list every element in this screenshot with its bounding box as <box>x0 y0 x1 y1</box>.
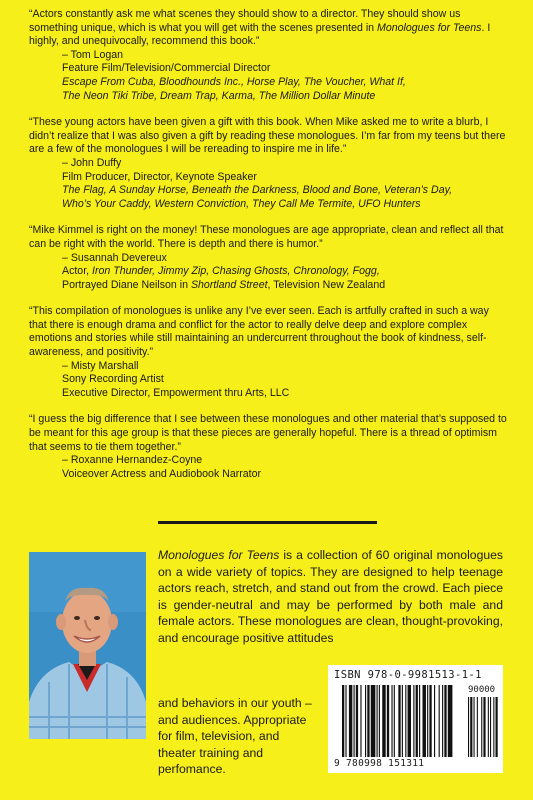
attribution-role: Executive Director, Empowerment thru Arts, LLC <box>62 386 290 399</box>
quote-text: “This compilation of monologues is unlike any I’ve ever seen. Each is artfully crafted in such a way that there is enough drama and conflict for the actor to really delve deep and explore complex emotions and stories while still maintaining an undercurrent throughout the book of kindness, self-awareness, and positivity.” <box>29 305 489 359</box>
ean-number: 9 780998 151311 <box>334 758 425 769</box>
attribution-credits: The Flag, A Sunday Horse, Beneath the Darkness, Blood and Bone, Veteran’s Day, <box>62 184 453 197</box>
attribution-name: – John Duffy <box>62 156 122 169</box>
attribution-role: Sony Recording Artist <box>62 373 164 386</box>
book-title: Monologues for Teens <box>158 548 280 562</box>
quote-text: “I guess the big difference that I see between these monologues and other material that’s supposed to be meant for this age group is that these pieces are generally hopeful. There is a thread of optimism that seems to tie them together.” <box>29 413 507 453</box>
price-code: 90000 <box>468 685 496 695</box>
attribution <box>29 49 509 103</box>
testimonial-john-duffy <box>29 116 509 211</box>
attribution-role: Film Producer, Director, Keynote Speaker <box>62 170 257 183</box>
attribution <box>29 454 509 481</box>
attribution-name: – Roxanne Hernandez-Coyne <box>62 454 203 467</box>
testimonial-roxanne-hernandez-coyne <box>29 413 509 481</box>
quote-text <box>29 8 509 49</box>
attribution-role: Actor, Iron Thunder, Jimmy Zip, Chasing Ghosts, Chronology, Fogg, <box>62 265 380 278</box>
quote-text: “Mike Kimmel is right on the money! These monologues are age appropriate, clean and reflect all that can be right with the world. There is depth and there is humor.” <box>29 224 504 250</box>
isbn-number: ISBN 978-0-9981513-1-1 <box>334 669 482 681</box>
attribution-name: – Susannah Devereux <box>62 251 167 264</box>
quote-text: “These young actors have been given a gift with this book. When Mike asked me to write a blurb, I didn’t realize that I was also given a gift by reading these monologues. I’m far from my teens but there are a few of the monologues I will be rereading to inspire me in life.” <box>29 116 506 156</box>
section-divider <box>158 521 377 524</box>
testimonials <box>29 8 509 494</box>
quote-text-part: “Actors constantly ask me what scenes they should show to a director. They should show us something unique, which is what you will get with the scenes presented in <box>29 8 461 34</box>
attribution-name: – Tom Logan <box>62 48 124 61</box>
author-photo-illustration <box>29 552 146 739</box>
isbn-barcode <box>328 665 503 773</box>
author-photo <box>29 552 146 739</box>
attribution-name: – Misty Marshall <box>62 359 139 372</box>
book-description-text: is a collection of 60 original monologues on a wide variety of topics. They are designed to help teenage actors reach, stretch, and stand out from the crowd. Each piece is gender-neutral and may be performed by both male and female actors. These monologues are clean, thought-provoking, and encourage positive attitudes <box>158 548 503 645</box>
attribution-credits: Who’s Your Caddy, Western Conviction, They Call Me Termite, UFO Hunters <box>62 197 421 210</box>
book-title-inline: Monologues for Teens <box>377 21 482 34</box>
book-description-continued: and behaviors in our youth – and audiences. Appropriate for film, television, and theater training and perfomance. <box>158 696 312 776</box>
book-description <box>158 547 503 646</box>
attribution-role: Feature Film/Television/Commercial Director <box>62 62 271 75</box>
testimonial-misty-marshall <box>29 305 509 400</box>
quote-text-part: . I highly, and unequivocally, recommend this book.” <box>29 21 491 48</box>
testimonial-tom-logan <box>29 8 509 103</box>
attribution <box>29 252 509 293</box>
attribution-credits: Escape From Cuba, Bloodhounds Inc., Horse Play, The Voucher, What If, <box>62 75 406 88</box>
barcode-bars <box>328 665 503 773</box>
testimonial-susannah-devereux <box>29 224 509 292</box>
attribution <box>29 360 509 401</box>
attribution <box>29 157 509 211</box>
attribution-role: Portrayed Diane Neilson in Shortland Street, Television New Zealand <box>62 278 386 291</box>
attribution-role: Voiceover Actress and Audiobook Narrator <box>62 467 262 480</box>
attribution-credits: The Neon Tiki Tribe, Dream Trap, Karma, The Million Dollar Minute <box>62 89 376 102</box>
